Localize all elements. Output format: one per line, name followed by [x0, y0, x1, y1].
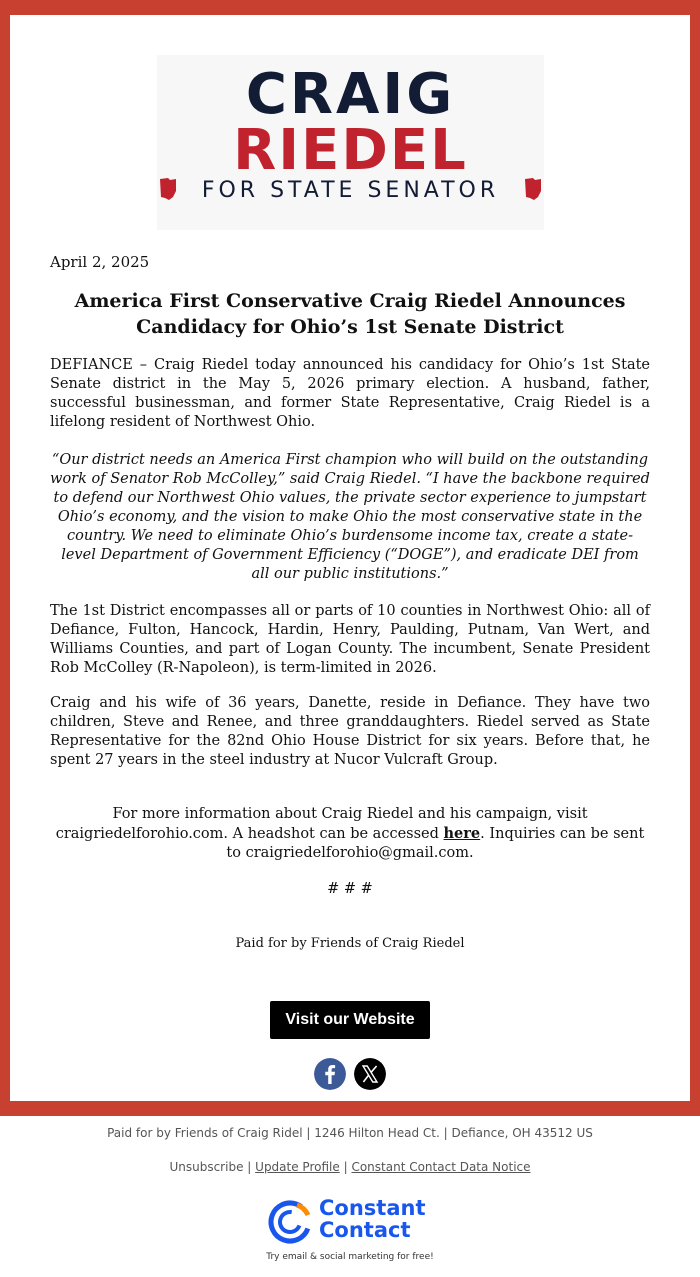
x-icon[interactable] — [354, 1058, 386, 1090]
brand-line-constant: Constant — [319, 1196, 426, 1220]
footer-separator: | — [343, 1160, 348, 1174]
update-profile-link[interactable]: Update Profile — [255, 1160, 340, 1174]
unsubscribe-link[interactable]: Unsubscribe — [169, 1160, 244, 1174]
ohio-right-icon — [524, 177, 542, 201]
visit-website-button[interactable]: Visit our Website — [270, 1001, 430, 1039]
facebook-icon[interactable] — [314, 1058, 346, 1090]
info-text-before: For more information about Craig Riedel and his campaign, visit craigriedelforohio.com. A headshot can be accessed — [55, 806, 588, 842]
logo-line-state-senator: FOR STATE SENATOR — [201, 178, 500, 203]
data-notice-link[interactable]: Constant Contact Data Notice — [351, 1160, 531, 1174]
info-paragraph — [50, 805, 650, 863]
paid-for-notice: Paid for by Friends of Craig Riedel — [235, 936, 465, 951]
footer-address: Paid for by Friends of Craig Ridel | 1246 Hilton Head Ct. | Defiance, OH 43512 US — [107, 1126, 593, 1140]
separator: # # # — [327, 881, 373, 897]
constant-contact-wordmark — [319, 1197, 426, 1241]
constant-contact-icon — [267, 1199, 313, 1245]
constant-contact-tagline: Try email & social marketing for free! — [266, 1252, 434, 1262]
headline: America First Conservative Craig Riedel Announces Candidacy for Ohio’s 1st Senate District — [74, 290, 626, 338]
brand-line-contact: Contact — [319, 1218, 411, 1242]
release-date: April 2, 2025 — [50, 253, 150, 271]
logo-line-riedel: RIEDEL — [233, 118, 468, 183]
info-text-after: . Inquiries can be sent to craigriedelforohio@gmail.com. — [226, 826, 645, 861]
constant-contact-logo[interactable] — [267, 1197, 437, 1247]
district-paragraph: The 1st District encompasses all or parts of 10 counties in Northwest Ohio: all of Defiance, Fulton, Hancock, Hardin, Henry, Paulding, Putnam, Van Wert, and Williams Counties, and part of Logan County. The incumbent, Senate President Rob McColley (R-Napoleon), is term-limited in 2026. — [50, 603, 650, 676]
footer-links — [0, 1160, 700, 1174]
logo-line-craig: CRAIG — [245, 62, 456, 127]
quote-paragraph: “Our district needs an America First champion who will build on the outstanding work of Senator Rob McColley,” said Craig Riedel. “I have the backbone required to defend our Northwest Ohio values, the private sector experience to jumpstart Ohio’s economy, and the vision to make Ohio the most conservative state in the country. We need to eliminate Ohio’s burdensome income tax, create a state-level Department of Government Efficiency (“DOGE”), and eradicate DEI from all our public institutions.” — [50, 452, 650, 582]
intro-paragraph: DEFIANCE – Craig Riedel today announced his candidacy for Ohio’s 1st State Senate district in the May 5, 2026 primary election. A husband, father, successful businessman, and former State Representative, Craig Riedel is a lifelong resident of Northwest Ohio. — [50, 357, 650, 430]
family-paragraph: Craig and his wife of 36 years, Danette, reside in Defiance. They have two children, Steve and Renee, and three granddaughters. Riedel served as State Representative for the 82nd Ohio House District for six years. Before that, he spent 27 years in the steel industry at Nucor Vulcraft Group. — [50, 695, 650, 768]
campaign-logo — [157, 55, 544, 230]
footer-separator: | — [247, 1160, 252, 1174]
headshot-link[interactable]: here — [443, 825, 481, 842]
